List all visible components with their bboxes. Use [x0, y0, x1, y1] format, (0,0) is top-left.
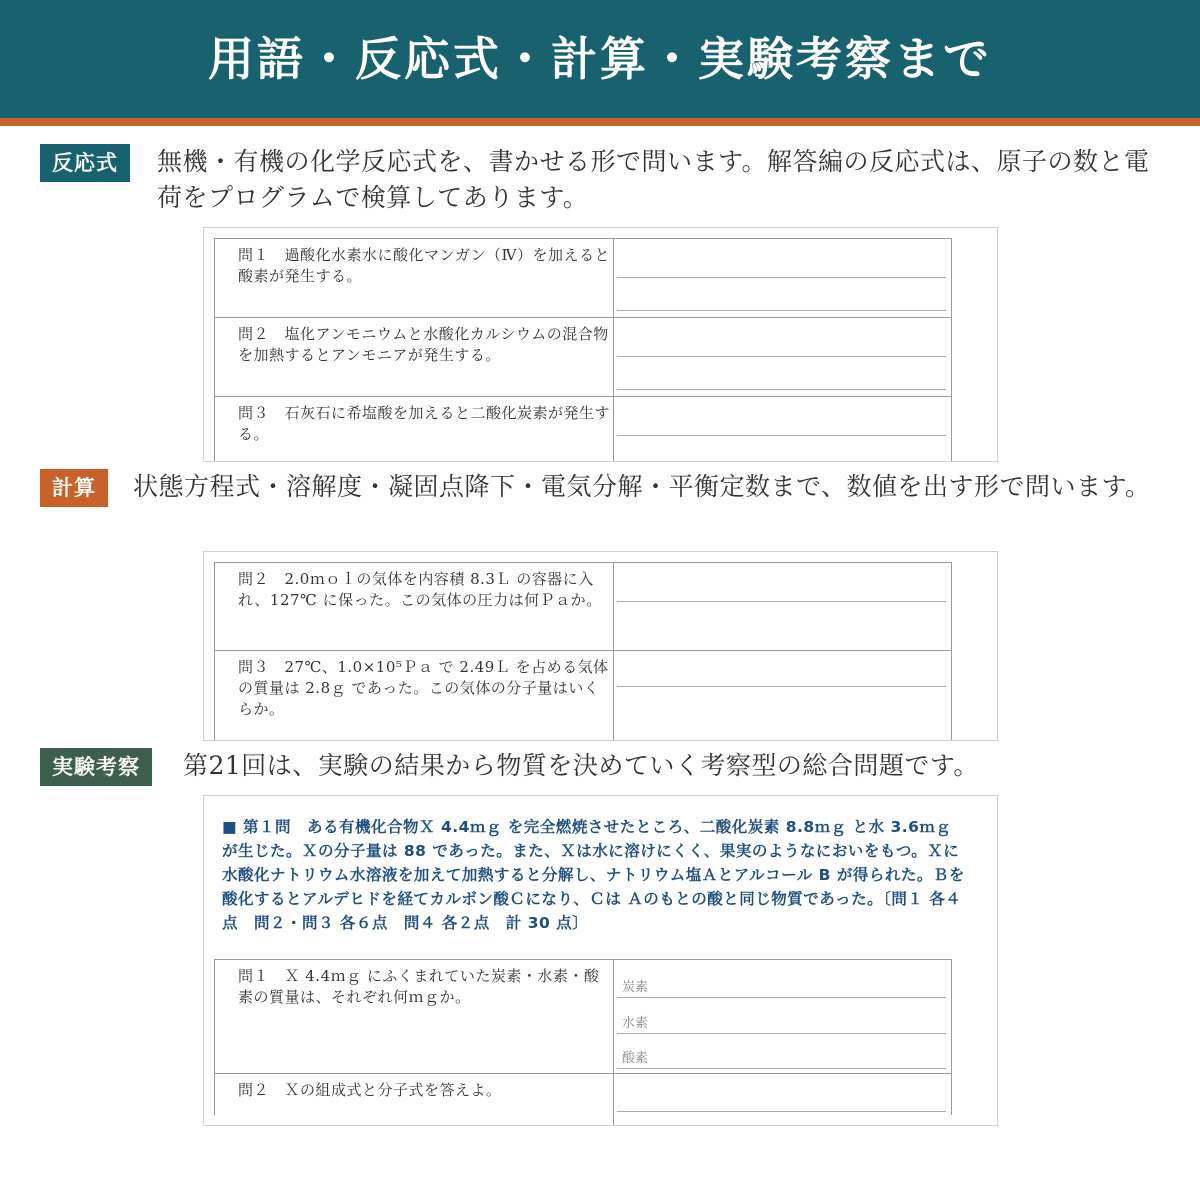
- question-row: [215, 562, 951, 651]
- answer-line: [617, 1033, 946, 1034]
- answer-line: [617, 1068, 946, 1069]
- answer-label-hydrogen: 水素: [622, 1016, 649, 1031]
- answer-line: [617, 686, 946, 687]
- answer-line: [617, 389, 946, 390]
- answer-label-oxygen: 酸素: [622, 1051, 649, 1066]
- question-text: 問２ 塩化アンモニウムと水酸化カルシウムの混合物を加熱するとアンモニアが発生する。: [238, 325, 609, 364]
- question-row: [215, 650, 951, 741]
- answer-sheet: [214, 959, 952, 1115]
- column-divider: [613, 960, 614, 1074]
- question-row: [215, 238, 951, 318]
- calculation-sample-panel: [203, 551, 998, 741]
- answer-line: [617, 310, 946, 311]
- problem-statement: ■ 第１問 ある有機化合物Ｘ 4.4ｍｇ を完全燃焼させたところ、二酸化炭素 8.8ｍｇ と水 3.6ｍｇ が生じた。Ｘの分子量は 88 であった。また、Ｘは水に溶けにくく、果実のようなにおいをもつ。Ｘに水酸化ナトリウム水溶液を加えて加熱すると分解し、ナトリウム塩Ａとアルコール B が得られた。Ｂを酸化するとアルデヒドを経てカルボン酸Ｃになり、Ｃは Ａのもとの酸と同じ物質であった。〔問１ 各４点 問２・問３ 各６点 問４ 各２点 計 30 点〕: [222, 818, 965, 932]
- column-divider: [613, 1074, 614, 1126]
- question-row: [215, 396, 951, 462]
- question-text: 問１ Ｘ 4.4ｍｇ にふくまれていた炭素・水素・酸素の質量は、それぞれ何ｍｇか。: [238, 967, 600, 1006]
- answer-line: [617, 997, 946, 998]
- question-text: 問２ 2.0ｍｏｌの気体を内容積 8.3Ｌ の容器に入れ、127℃ に保った。この気体の圧力は何Ｐａか。: [238, 570, 602, 609]
- answer-line: [617, 435, 946, 436]
- column-divider: [613, 563, 614, 651]
- question-text: 問２ Ｘの組成式と分子式を答えよ。: [238, 1081, 502, 1099]
- answer-line: [617, 601, 946, 602]
- column-divider: [613, 397, 614, 462]
- question-row: [215, 959, 951, 1074]
- badge-calculation: 計算: [40, 469, 108, 507]
- answer-label-carbon: 炭素: [622, 980, 649, 995]
- column-divider: [613, 651, 614, 741]
- badge-reaction: 反応式: [40, 144, 130, 182]
- column-divider: [613, 239, 614, 318]
- page-title: 用語・反応式・計算・実験考察まで: [208, 32, 992, 86]
- question-row: [215, 1073, 951, 1126]
- reaction-description: 無機・有機の化学反応式を、書かせる形で問います。解答編の反応式は、原子の数と電荷をプログラムで検算してあります。: [157, 147, 1150, 212]
- column-divider: [613, 318, 614, 397]
- question-text: 問３ 27℃、1.0×10⁵Ｐａ で 2.49Ｌ を占める気体の質量は 2.8ｇ であった。この気体の分子量はいくらか。: [238, 658, 609, 718]
- answer-sheet: [214, 238, 952, 461]
- experiment-sample-panel: [203, 795, 998, 1126]
- question-text: 問３ 石灰石に希塩酸を加えると二酸化炭素が発生する。: [238, 404, 611, 443]
- answer-line: [617, 277, 946, 278]
- page-header: [0, 0, 1200, 118]
- question-text: 問１ 過酸化水素水に酸化マンガン（Ⅳ）を加えると酸素が発生する。: [238, 246, 610, 285]
- answer-line: [617, 1111, 946, 1112]
- calculation-description: 状態方程式・溶解度・凝固点降下・電気分解・平衡定数まで、数値を出す形で問います。: [133, 472, 1151, 501]
- question-row: [215, 317, 951, 397]
- header-accent-stripe: [0, 118, 1200, 126]
- answer-sheet: [214, 562, 952, 740]
- answer-line: [617, 356, 946, 357]
- badge-experiment: 実験考察: [40, 748, 152, 786]
- experiment-description: 第21回は、実験の結果から物質を決めていく考察型の総合問題です。: [183, 751, 979, 780]
- reaction-sample-panel: [203, 227, 998, 462]
